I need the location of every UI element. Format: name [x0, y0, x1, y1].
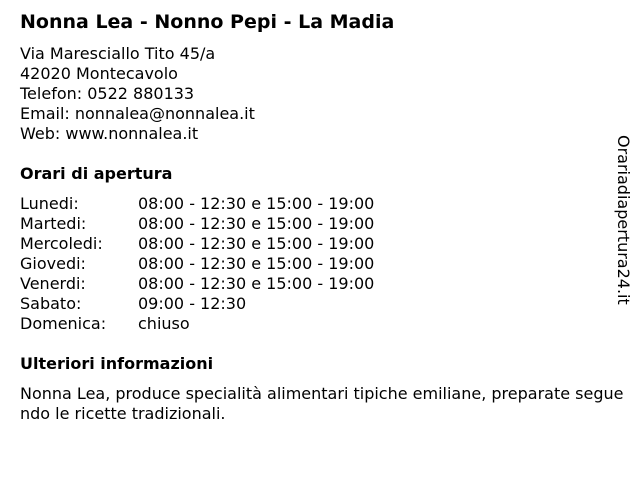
watermark	[612, 135, 634, 311]
day-label: Venerdi:	[20, 274, 86, 293]
day-label: Lunedi:	[20, 194, 79, 213]
opening-hours-heading: Orari di apertura	[20, 164, 173, 183]
hours-value: 08:00 - 12:30 e 15:00 - 19:00	[138, 194, 375, 213]
day-label: Martedi:	[20, 214, 87, 233]
hours-value: 09:00 - 12:30	[138, 294, 247, 313]
hours-value: 08:00 - 12:30 e 15:00 - 19:00	[138, 274, 375, 293]
day-label: Giovedi:	[20, 254, 86, 273]
day-label: Domenica:	[20, 314, 107, 333]
watermark-text: Orariadiapertura24.it	[614, 135, 633, 305]
additional-info-text: Nonna Lea, produce specialità alimentari tipiche emiliane, preparate seguendo le ricette tradizionali.	[20, 384, 624, 423]
hours-value: 08:00 - 12:30 e 15:00 - 19:00	[138, 214, 375, 233]
hours-value: 08:00 - 12:30 e 15:00 - 19:00	[138, 234, 375, 253]
contact-info	[20, 44, 255, 144]
hours-value: 08:00 - 12:30 e 15:00 - 19:00	[138, 254, 375, 273]
day-label: Sabato:	[20, 294, 82, 313]
city-address: 42020 Montecavolo	[20, 64, 178, 83]
additional-info-heading: Ulteriori informazioni	[20, 354, 214, 373]
phone-number: Telefon: 0522 880133	[20, 84, 195, 103]
hours-value: chiuso	[138, 314, 190, 333]
page-title: Nonna Lea - Nonno Pepi - La Madia	[20, 11, 395, 33]
website: Web: www.nonnalea.it	[20, 124, 199, 143]
email-address: Email: nonnalea@nonnalea.it	[20, 104, 255, 123]
day-label: Mercoledi:	[20, 234, 103, 253]
street-address: Via Maresciallo Tito 45/a	[20, 44, 216, 63]
